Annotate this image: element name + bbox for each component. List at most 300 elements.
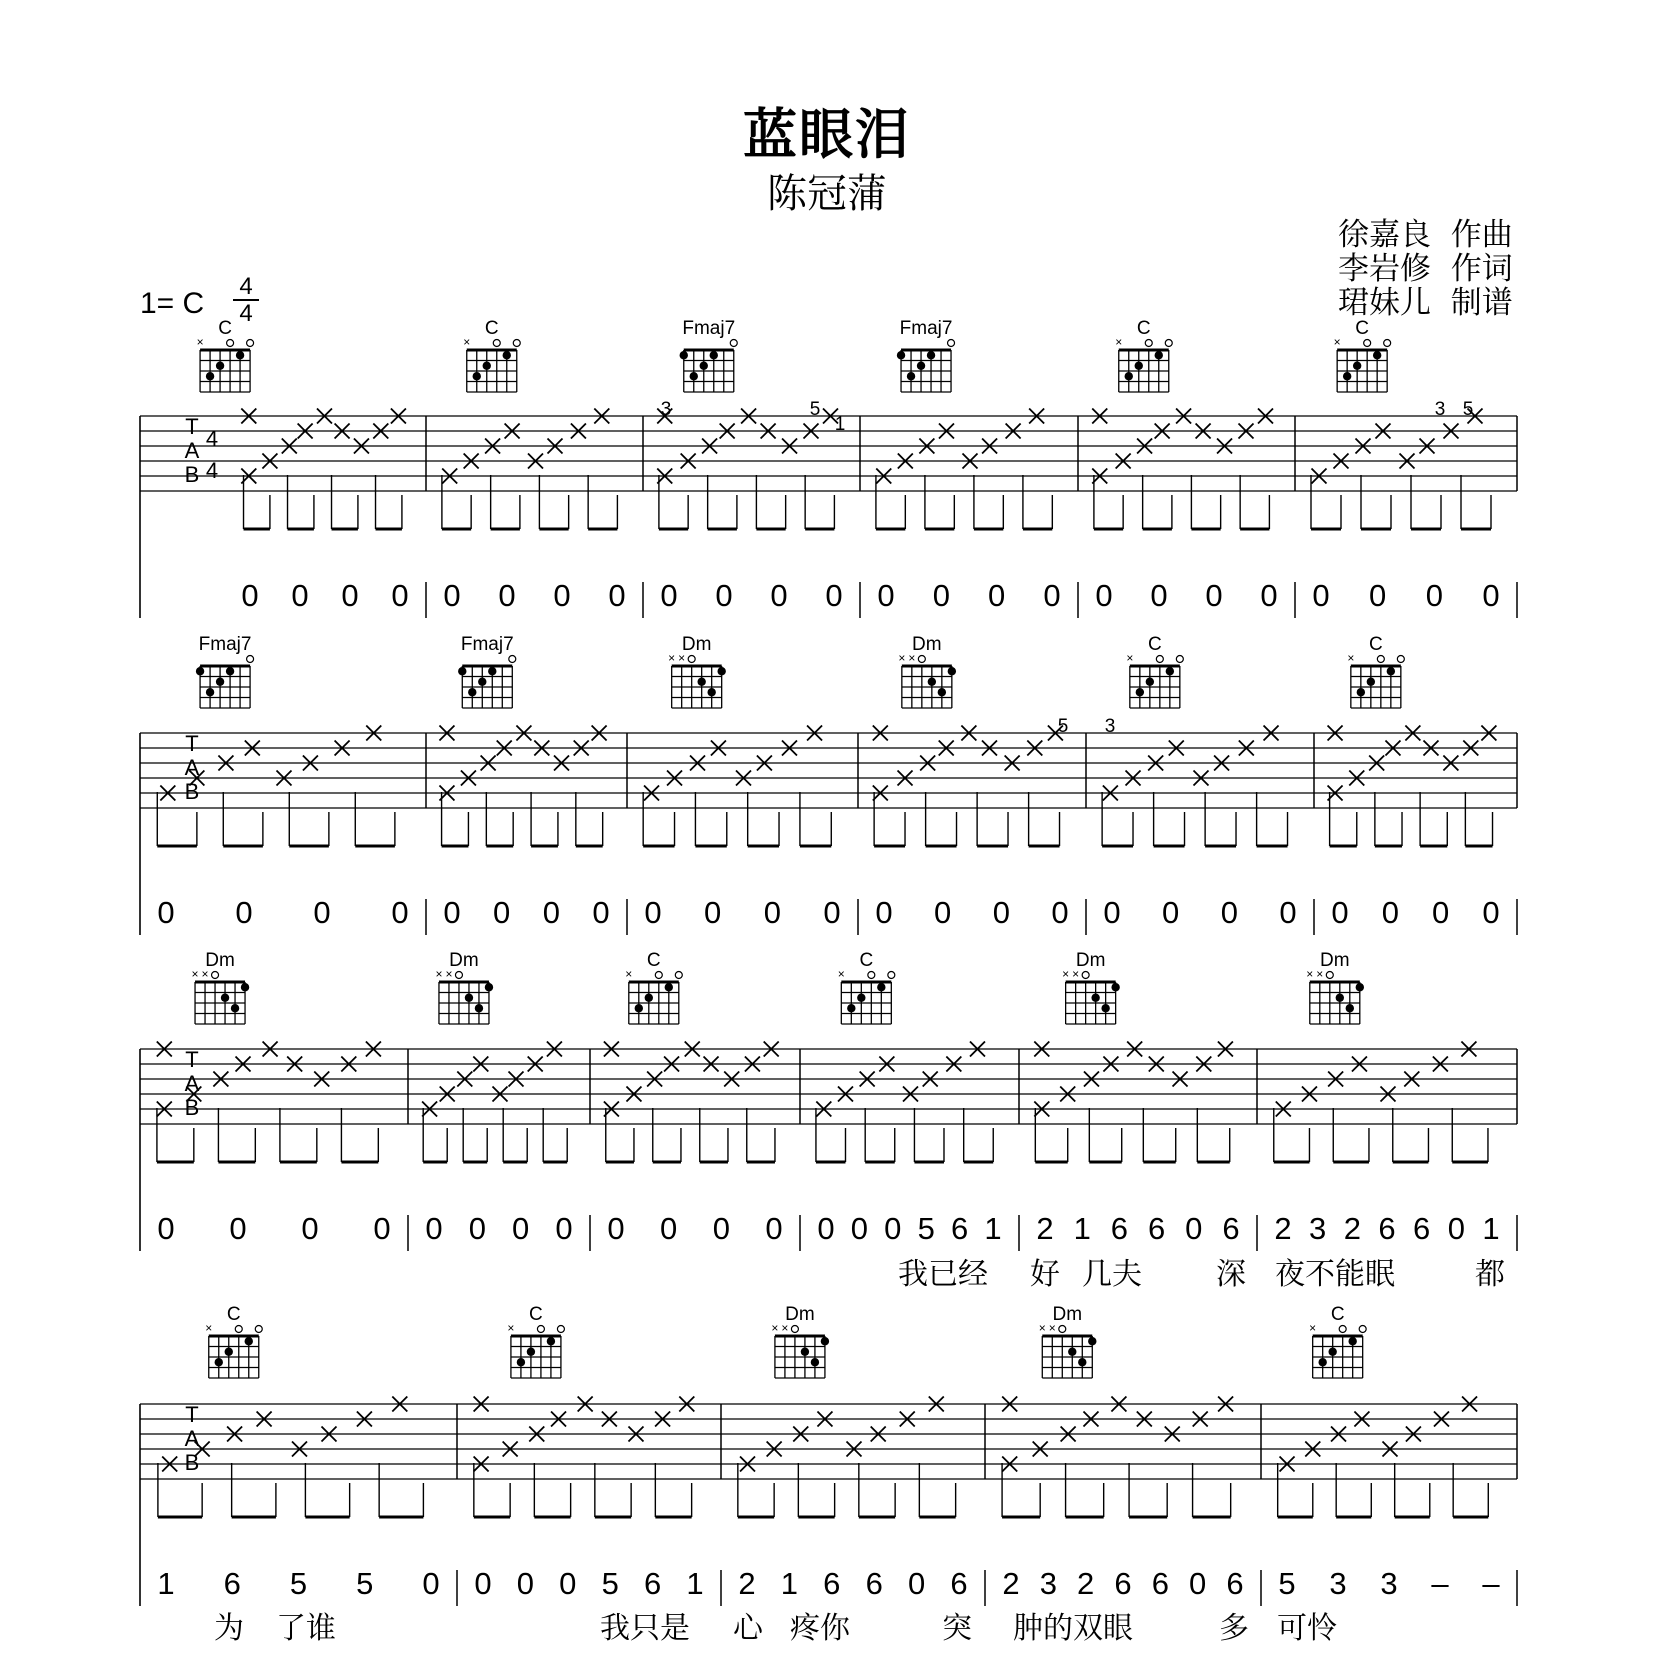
jianpu-note-r0-b1-n0: 0: [443, 578, 461, 613]
tab-clef-letter: A: [184, 1071, 200, 1096]
chord-open-marker: [247, 656, 254, 663]
jianpu-note-r0-b5-n0: 0: [1312, 578, 1330, 613]
chord-open-marker: [1397, 656, 1404, 663]
jianpu-note-r1-b1-n0: 0: [443, 895, 461, 930]
jianpu-note-r2-b0-n2: 0: [301, 1211, 319, 1246]
jianpu-note-r3-b1-n2: 0: [559, 1566, 577, 1601]
chord-finger-dot: [527, 1348, 535, 1356]
jianpu-note-r2-b1-n3: 0: [555, 1211, 573, 1246]
jianpu-note-r1-b5-n3: 0: [1482, 895, 1500, 930]
chord-finger-dot: [938, 688, 946, 696]
jianpu-note-r3-b4-n4: –: [1482, 1566, 1500, 1601]
tab-clef-letter: A: [184, 1426, 200, 1451]
jianpu-note-r1-b0-n3: 0: [391, 895, 409, 930]
chord-finger-dot: [928, 678, 936, 686]
chord-finger-dot: [458, 667, 466, 675]
lyric-r2-1: 好: [1030, 1258, 1060, 1291]
jianpu-note-r3-b3-n2: 2: [1077, 1566, 1095, 1601]
jianpu-note-r3-b0-n4: 0: [422, 1566, 440, 1601]
jianpu-note-r2-b0-n0: 0: [157, 1211, 175, 1246]
chord-diagram-r3-b0: [209, 1326, 263, 1379]
chord-diagram-r1-b1: [458, 656, 516, 709]
jianpu-note-r2-b5-n1: 3: [1309, 1211, 1327, 1246]
tab-fret-number-3: 3: [1434, 399, 1446, 420]
chord-finger-dot: [645, 994, 653, 1002]
jianpu-note-r3-b3-n3: 6: [1114, 1566, 1132, 1601]
jianpu-note-r2-b3-n0: 0: [817, 1211, 835, 1246]
chord-finger-dot: [196, 667, 204, 675]
chord-open-marker: [1359, 1326, 1366, 1333]
tab-clef-letter: A: [184, 438, 200, 463]
tab-clef-letter: T: [185, 731, 199, 756]
jianpu-note-r3-b0-n0: 1: [157, 1566, 175, 1601]
chord-mute-marker: ×: [898, 651, 906, 665]
chord-finger-dot: [225, 1348, 233, 1356]
chord-open-marker: [1339, 1326, 1346, 1333]
jianpu-note-r2-b3-n1: 0: [850, 1211, 869, 1246]
chord-open-marker: [1377, 656, 1384, 663]
chord-name-r0-b2: Fmaj7: [682, 318, 736, 339]
lyric-r2-2: 几夫: [1082, 1258, 1142, 1291]
jianpu-note-r2-b4-n4: 0: [1185, 1211, 1203, 1246]
chord-diagram-r0-b2: [680, 340, 738, 393]
jianpu-note-r3-b2-n2: 6: [823, 1566, 841, 1601]
chord-finger-dot: [821, 1337, 829, 1345]
chord-finger-dot: [948, 667, 956, 675]
artist-name: 陈冠蒲: [767, 171, 887, 217]
chord-name-r0-b5: C: [1355, 318, 1370, 339]
lyric-r2-3: 深: [1216, 1258, 1246, 1291]
chord-finger-dot: [847, 1004, 855, 1012]
jianpu-note-r0-b3-n1: 0: [932, 578, 950, 613]
tab-clef-letter: T: [185, 1402, 199, 1427]
chord-open-marker: [513, 340, 520, 347]
jianpu-note-r3-b4-n1: 3: [1329, 1566, 1347, 1601]
chord-finger-dot: [1146, 678, 1154, 686]
jianpu-note-r1-b3-n3: 0: [1051, 895, 1069, 930]
chord-name-r3-b3: Dm: [1052, 1304, 1083, 1325]
chord-finger-dot: [1353, 362, 1361, 370]
jianpu-note-r1-b1-n2: 0: [542, 895, 560, 930]
lyric-r2-5: 都: [1475, 1258, 1505, 1291]
chord-open-marker: [1384, 340, 1391, 347]
time-signature-bottom: 4: [233, 299, 259, 326]
chord-open-marker: [791, 1326, 798, 1333]
jianpu-note-r2-b1-n1: 0: [468, 1211, 486, 1246]
jianpu-note-r0-b0-n1: 0: [291, 578, 309, 613]
chord-finger-dot: [488, 667, 496, 675]
jianpu-note-r2-b2-n0: 0: [607, 1211, 625, 1246]
chord-finger-dot: [1088, 1337, 1096, 1345]
jianpu-note-r2-b0-n1: 0: [229, 1211, 247, 1246]
chord-open-marker: [675, 972, 682, 979]
tab-fret-number-2: 1: [834, 414, 846, 435]
chord-open-marker: [227, 340, 234, 347]
chord-mute-marker: ×: [678, 651, 686, 665]
chord-finger-dot: [215, 1358, 223, 1366]
chord-name-r2-b3: C: [859, 950, 874, 971]
jianpu-note-r1-b3-n1: 0: [934, 895, 952, 930]
chord-mute-marker: ×: [1115, 335, 1123, 349]
jianpu-note-r0-b4-n1: 0: [1150, 578, 1168, 613]
jianpu-note-r2-b3-n2: 0: [884, 1211, 902, 1246]
jianpu-note-r3-b3-n0: 2: [1002, 1566, 1020, 1601]
tab-time-sig-bottom: 4: [205, 458, 219, 483]
jianpu-note-r3-b2-n3: 6: [865, 1566, 883, 1601]
jianpu-note-r0-b3-n0: 0: [877, 578, 895, 613]
chord-finger-dot: [231, 1004, 239, 1012]
chord-name-r0-b4: C: [1136, 318, 1151, 339]
chord-mute-marker: ×: [1126, 651, 1134, 665]
chord-finger-dot: [475, 1004, 483, 1012]
chord-finger-dot: [465, 994, 473, 1002]
jianpu-note-r1-b4-n2: 0: [1220, 895, 1238, 930]
jianpu-note-r1-b2-n1: 0: [704, 895, 722, 930]
chord-finger-dot: [473, 372, 481, 380]
chord-name-r0-b3: Fmaj7: [899, 318, 953, 339]
chord-mute-marker: ×: [435, 967, 443, 981]
chord-open-marker: [918, 656, 925, 663]
chord-finger-dot: [1343, 372, 1351, 380]
chord-name-r1-b2: Dm: [681, 634, 712, 655]
chord-finger-dot: [927, 351, 935, 359]
chord-name-r1-b3: Dm: [912, 634, 942, 655]
chord-finger-dot: [857, 994, 865, 1002]
chord-finger-dot: [717, 667, 725, 675]
chord-mute-marker: ×: [507, 1321, 515, 1335]
chord-finger-dot: [1373, 351, 1381, 359]
jianpu-note-r3-b3-n4: 6: [1151, 1566, 1169, 1601]
jianpu-note-r2-b4-n1: 1: [1073, 1211, 1091, 1246]
chord-open-marker: [1165, 340, 1172, 347]
chord-open-marker: [1326, 972, 1333, 979]
chord-mute-marker: ×: [771, 1321, 779, 1335]
chord-open-marker: [688, 656, 695, 663]
chord-open-marker: [948, 340, 955, 347]
jianpu-note-r3-b3-n5: 0: [1189, 1566, 1207, 1601]
jianpu-note-r0-b3-n3: 0: [1043, 578, 1061, 613]
jianpu-note-r3-b0-n2: 5: [289, 1566, 308, 1601]
tab-fret-number-4: 5: [1462, 399, 1474, 420]
jianpu-note-r1-b2-n2: 0: [763, 895, 781, 930]
jianpu-note-r0-b5-n2: 0: [1425, 578, 1443, 613]
jianpu-note-r2-b5-n2: 2: [1343, 1211, 1361, 1246]
jianpu-note-r0-b5-n1: 0: [1369, 578, 1387, 613]
chord-finger-dot: [897, 351, 905, 359]
jianpu-note-r1-b0-n1: 0: [235, 895, 253, 930]
chord-finger-dot: [206, 372, 214, 380]
chord-mute-marker: ×: [196, 335, 204, 349]
tab-time-sig-top: 4: [205, 426, 219, 451]
chord-open-marker: [1059, 1326, 1066, 1333]
chord-mute-marker: ×: [1316, 967, 1324, 981]
jianpu-note-r3-b4-n3: –: [1431, 1566, 1449, 1601]
lyric-r3-4: 疼你: [790, 1612, 850, 1645]
chord-finger-dot: [1356, 983, 1364, 991]
chord-open-marker: [888, 972, 895, 979]
jianpu-note-r2-b3-n3: 5: [917, 1211, 935, 1246]
chord-mute-marker: ×: [1309, 1321, 1317, 1335]
jianpu-note-r3-b2-n5: 6: [950, 1566, 968, 1601]
lyric-r2-0: 我已经: [898, 1258, 988, 1291]
jianpu-note-r2-b5-n0: 2: [1274, 1211, 1292, 1246]
chord-name-r3-b1: C: [529, 1304, 543, 1325]
chord-open-marker: [493, 340, 500, 347]
chord-mute-marker: ×: [1038, 1321, 1046, 1335]
jianpu-note-r3-b3-n1: 3: [1039, 1566, 1057, 1601]
jianpu-note-r1-b5-n0: 0: [1331, 895, 1349, 930]
jianpu-note-r2-b4-n5: 6: [1222, 1211, 1240, 1246]
chord-open-marker: [1156, 656, 1163, 663]
chord-mute-marker: ×: [463, 335, 471, 349]
chord-diagram-r2-b2: [629, 972, 683, 1025]
jianpu-note-r3-b3-n6: 6: [1226, 1566, 1244, 1601]
chord-mute-marker: ×: [1333, 335, 1341, 349]
tab-clef-letter: B: [184, 1095, 200, 1120]
chord-diagram-r0-b4: [1119, 340, 1173, 393]
lyric-r3-8: 可怜: [1277, 1612, 1337, 1645]
chord-finger-dot: [221, 994, 229, 1002]
chord-finger-dot: [236, 351, 244, 359]
chord-open-marker: [212, 972, 219, 979]
chord-diagram-r1-b0: [196, 656, 254, 709]
chord-open-marker: [730, 340, 737, 347]
jianpu-note-r2-b3-n4: 6: [950, 1211, 969, 1246]
chord-finger-dot: [811, 1358, 819, 1366]
tab-fret-number-1: 5: [809, 399, 821, 420]
chord-open-marker: [255, 1326, 262, 1333]
chord-finger-dot: [517, 1358, 525, 1366]
chord-finger-dot: [1367, 678, 1375, 686]
jianpu-note-r0-b4-n0: 0: [1095, 578, 1113, 613]
jianpu-note-r2-b5-n5: 0: [1447, 1211, 1465, 1246]
jianpu-note-r1-b4-n0: 0: [1103, 895, 1121, 930]
chord-finger-dot: [707, 688, 715, 696]
credit-lyricist: 李岩修 作词: [1338, 251, 1513, 287]
jianpu-note-r1-b2-n3: 0: [823, 895, 841, 930]
jianpu-note-r3-b2-n4: 0: [907, 1566, 926, 1601]
chord-finger-dot: [917, 362, 925, 370]
jianpu-note-r3-b1-n5: 1: [686, 1566, 704, 1601]
chord-finger-dot: [485, 983, 493, 991]
chord-mute-marker: ×: [205, 1321, 213, 1335]
jianpu-note-r1-b4-n3: 0: [1279, 895, 1297, 930]
tab-fret-number-0: 3: [660, 399, 672, 420]
jianpu-note-r0-b5-n3: 0: [1482, 578, 1500, 613]
chord-open-marker: [455, 972, 462, 979]
tab-clef-letter: B: [184, 462, 200, 487]
chord-finger-dot: [680, 351, 688, 359]
chord-diagram-r1-b5: [1351, 656, 1405, 709]
jianpu-note-r1-b4-n1: 0: [1162, 895, 1180, 930]
chord-diagram-r0-b3: [897, 340, 955, 393]
chord-open-marker: [247, 340, 254, 347]
jianpu-note-r3-b4-n2: 3: [1380, 1566, 1398, 1601]
chord-finger-dot: [877, 983, 885, 991]
jianpu-note-r2-b5-n6: 1: [1482, 1211, 1500, 1246]
chord-finger-dot: [1111, 983, 1119, 991]
jianpu-note-r2-b3-n5: 1: [984, 1211, 1002, 1246]
jianpu-note-r0-b2-n3: 0: [825, 578, 843, 613]
jianpu-note-r0-b1-n3: 0: [608, 578, 626, 613]
chord-finger-dot: [1125, 372, 1133, 380]
chord-diagram-r0-b5: [1337, 340, 1391, 393]
chord-finger-dot: [1387, 667, 1395, 675]
chord-finger-dot: [483, 362, 491, 370]
chord-finger-dot: [1346, 1004, 1354, 1012]
chord-open-marker: [655, 972, 662, 979]
jianpu-note-r1-b0-n0: 0: [157, 895, 175, 930]
chord-mute-marker: ×: [1306, 967, 1314, 981]
chord-finger-dot: [710, 351, 718, 359]
tab-clef-letter: T: [185, 1047, 199, 1072]
chord-name-r0-b1: C: [484, 318, 499, 339]
chord-name-r1-b1: Fmaj7: [460, 634, 514, 655]
chord-mute-marker: ×: [191, 967, 199, 981]
jianpu-note-r3-b0-n1: 6: [223, 1566, 241, 1601]
chord-finger-dot: [665, 983, 673, 991]
chord-open-marker: [557, 1326, 564, 1333]
jianpu-note-r1-b2-n0: 0: [644, 895, 662, 930]
chord-finger-dot: [468, 688, 476, 696]
jianpu-note-r2-b0-n3: 0: [373, 1211, 391, 1246]
chord-open-marker: [868, 972, 875, 979]
song-title: 蓝眼泪: [743, 103, 911, 166]
chord-name-r2-b4: Dm: [1075, 950, 1106, 971]
jianpu-note-r2-b1-n0: 0: [425, 1211, 443, 1246]
key-signature: 1= C: [140, 287, 205, 320]
jianpu-note-r2-b2-n1: 0: [660, 1211, 678, 1246]
jianpu-note-r1-b3-n2: 0: [992, 895, 1010, 930]
chord-mute-marker: ×: [1062, 967, 1070, 981]
chord-finger-dot: [1166, 667, 1174, 675]
chord-name-r3-b4: C: [1330, 1304, 1345, 1325]
chord-finger-dot: [1336, 994, 1344, 1002]
chord-finger-dot: [1101, 1004, 1109, 1012]
jianpu-note-r2-b1-n2: 0: [512, 1211, 530, 1246]
chord-open-marker: [1145, 340, 1152, 347]
chord-finger-dot: [216, 362, 224, 370]
tab-clef-letter: A: [184, 755, 200, 780]
chord-open-marker: [537, 1326, 544, 1333]
jianpu-note-r0-b0-n2: 0: [341, 578, 359, 613]
chord-finger-dot: [1068, 1348, 1076, 1356]
chord-finger-dot: [1136, 688, 1144, 696]
tab-fret-number-0: 5: [1057, 716, 1069, 737]
jianpu-note-r1-b5-n2: 0: [1432, 895, 1450, 930]
chord-finger-dot: [1155, 351, 1163, 359]
chord-mute-marker: ×: [1048, 1321, 1056, 1335]
chord-finger-dot: [1091, 994, 1099, 1002]
jianpu-note-r3-b1-n3: 5: [601, 1566, 619, 1601]
lyric-r2-4: 夜不能眠: [1275, 1258, 1395, 1291]
chord-finger-dot: [206, 688, 214, 696]
jianpu-note-r0-b2-n0: 0: [660, 578, 678, 613]
chord-diagram-r0-b0: [200, 340, 254, 393]
chord-diagram-r1-b4: [1130, 656, 1184, 709]
chord-finger-dot: [635, 1004, 643, 1012]
chord-mute-marker: ×: [908, 651, 916, 665]
chord-open-marker: [235, 1326, 242, 1333]
jianpu-note-r0-b4-n2: 0: [1205, 578, 1223, 613]
chord-finger-dot: [1348, 1337, 1356, 1345]
chord-finger-dot: [241, 983, 249, 991]
chord-mute-marker: ×: [668, 651, 676, 665]
lyric-r3-0: 为: [214, 1612, 244, 1645]
chord-mute-marker: ×: [781, 1321, 789, 1335]
chord-mute-marker: ×: [837, 967, 845, 981]
chord-name-r1-b4: C: [1147, 634, 1162, 655]
jianpu-note-r1-b3-n0: 0: [875, 895, 893, 930]
lyric-r3-2: 我只是: [600, 1612, 690, 1645]
chord-mute-marker: ×: [625, 967, 633, 981]
tab-clef-letter: B: [184, 1450, 200, 1475]
jianpu-note-r0-b1-n1: 0: [498, 578, 516, 613]
chord-name-r1-b0: Fmaj7: [198, 634, 252, 655]
chord-finger-dot: [690, 372, 698, 380]
jianpu-note-r3-b1-n0: 0: [474, 1566, 492, 1601]
chord-name-r2-b0: Dm: [205, 950, 235, 971]
chord-finger-dot: [801, 1348, 809, 1356]
jianpu-note-r0-b0-n3: 0: [391, 578, 409, 613]
lyric-r3-5: 突: [942, 1612, 972, 1645]
chord-name-r1-b5: C: [1368, 634, 1383, 655]
tab-clef-letter: B: [184, 779, 200, 804]
tab-fret-number-1: 3: [1104, 716, 1116, 737]
jianpu-note-r0-b2-n2: 0: [770, 578, 788, 613]
chord-name-r2-b5: Dm: [1320, 950, 1350, 971]
jianpu-note-r0-b2-n1: 0: [715, 578, 733, 613]
jianpu-note-r2-b2-n2: 0: [712, 1211, 730, 1246]
jianpu-note-r2-b5-n3: 6: [1378, 1211, 1396, 1246]
time-signature-top: 4: [239, 273, 253, 300]
jianpu-note-r2-b4-n3: 6: [1147, 1211, 1166, 1246]
chord-finger-dot: [478, 678, 486, 686]
chord-finger-dot: [1328, 1348, 1336, 1356]
chord-finger-dot: [1357, 688, 1365, 696]
chord-finger-dot: [700, 362, 708, 370]
jianpu-note-r3-b1-n4: 6: [643, 1566, 662, 1601]
lyric-r3-7: 多: [1219, 1612, 1249, 1645]
jianpu-note-r3-b2-n0: 2: [738, 1566, 756, 1601]
jianpu-note-r3-b2-n1: 1: [780, 1566, 799, 1601]
chord-open-marker: [1082, 972, 1089, 979]
chord-open-marker: [1364, 340, 1371, 347]
jianpu-note-r2-b4-n0: 2: [1036, 1211, 1054, 1246]
chord-finger-dot: [1135, 362, 1143, 370]
jianpu-note-r3-b4-n0: 5: [1278, 1566, 1296, 1601]
jianpu-note-r3-b1-n1: 0: [516, 1566, 535, 1601]
chord-finger-dot: [216, 678, 224, 686]
chord-name-r2-b1: Dm: [449, 950, 479, 971]
chord-finger-dot: [907, 372, 915, 380]
chord-mute-marker: ×: [445, 967, 453, 981]
chord-name-r0-b0: C: [218, 318, 232, 339]
chord-open-marker: [1176, 656, 1183, 663]
tab-clef-letter: T: [185, 414, 199, 439]
jianpu-note-r1-b1-n3: 0: [592, 895, 610, 930]
credit-transcriber: 珺妹儿 制谱: [1338, 285, 1513, 321]
chord-name-r2-b2: C: [646, 950, 661, 971]
chord-diagram-r2-b3: [841, 972, 895, 1025]
chord-finger-dot: [226, 667, 234, 675]
chord-name-r3-b0: C: [226, 1304, 241, 1325]
chord-finger-dot: [1078, 1358, 1086, 1366]
jianpu-note-r1-b0-n2: 0: [313, 895, 331, 930]
chord-finger-dot: [697, 678, 705, 686]
lyric-r3-6: 肿的双眼: [1013, 1612, 1133, 1645]
jianpu-note-r0-b0-n0: 0: [241, 578, 259, 613]
